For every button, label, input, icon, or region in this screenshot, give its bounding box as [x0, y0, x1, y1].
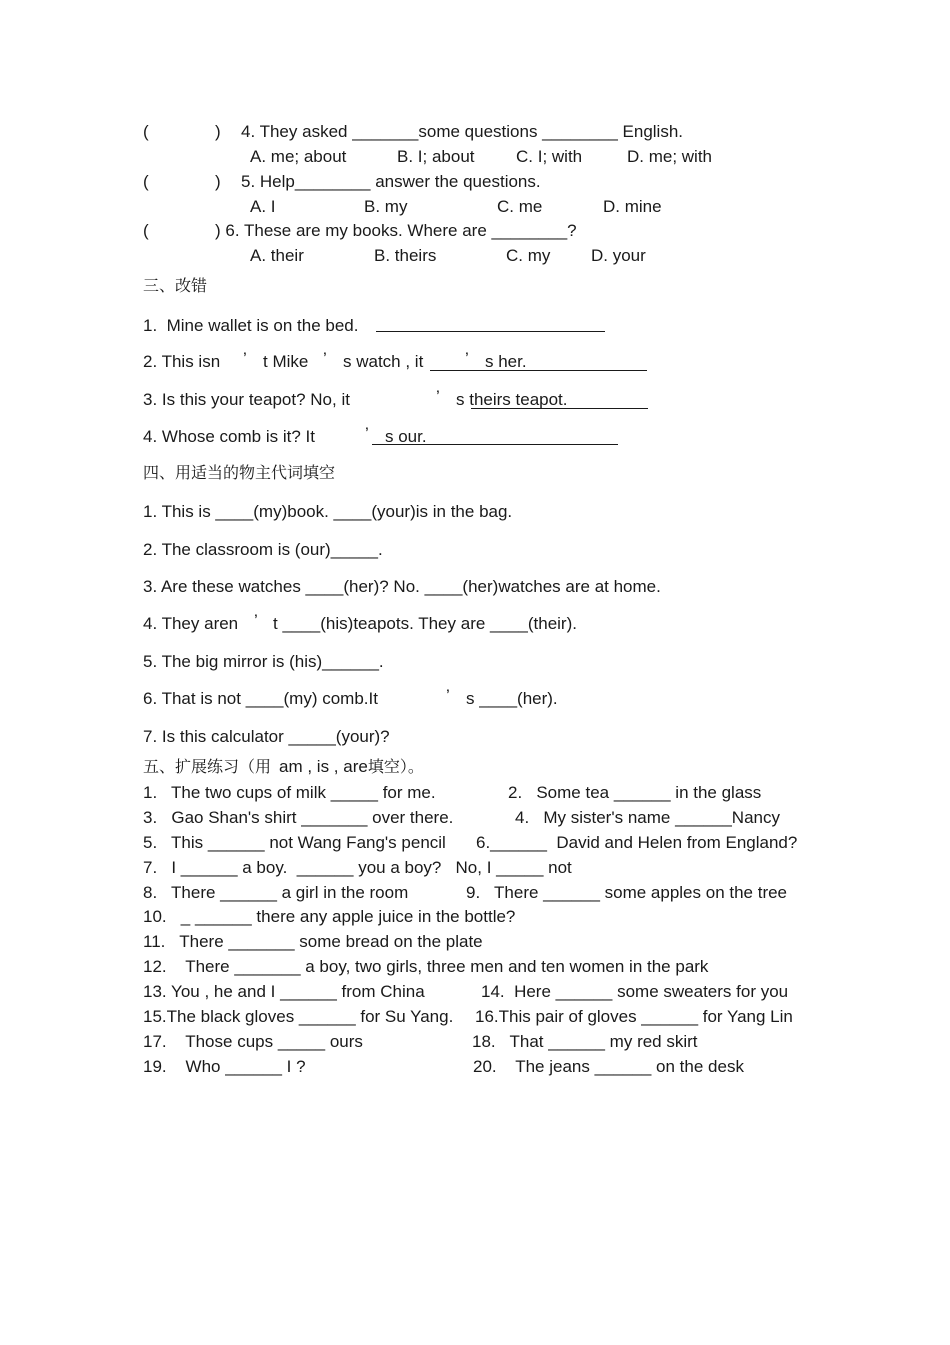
answer-line [376, 331, 605, 332]
fill-item-2: 2. Some tea ______ in the glass [508, 783, 762, 802]
fill-item-19: 19. Who ______ I ? [143, 1057, 306, 1076]
fill-item-17: 17. Those cups _____ ours [143, 1032, 363, 1051]
pronoun-item-7: 7. Is this calculator _____(your)? [143, 727, 390, 746]
item-text-part-4: s her. [485, 352, 527, 371]
apostrophe: ’ [436, 387, 440, 406]
answer-paren-close: ) [215, 172, 221, 191]
fill-item-5: 5. This ______ not Wang Fang's pencil [143, 833, 446, 852]
option-a: A. their [250, 246, 304, 265]
item-text-part-2: t Mike [263, 352, 309, 371]
option-b: B. my [364, 197, 408, 216]
answer-line [471, 408, 648, 409]
fill-item-18: 18. That ______ my red skirt [472, 1032, 698, 1051]
fill-item-8: 8. There ______ a girl in the room [143, 883, 409, 902]
option-d: D. me; with [627, 147, 713, 166]
item-text-part-2: t ____(his)teapots. They are ____(their). [273, 614, 577, 633]
fill-item-13: 13. You , he and I ______ from China [143, 982, 425, 1001]
fill-item-6: 6.______ David and Helen from England? [476, 833, 798, 852]
item-text-part-2: s theirs teapot. [456, 390, 568, 409]
apostrophe: ’ [446, 686, 450, 705]
pronoun-item-5: 5. The big mirror is (his)______. [143, 652, 384, 671]
apostrophe: ’ [254, 611, 258, 630]
apostrophe: ’ [365, 424, 369, 443]
answer-line [372, 444, 618, 445]
option-b: B. theirs [374, 246, 437, 265]
item-text-part-1: 2. This isn [143, 352, 221, 371]
apostrophe: ’ [243, 349, 247, 368]
pronoun-item-3: 3. Are these watches ____(her)? No. ____(her)watches are at home. [143, 577, 661, 596]
section-3-title: 三、改错 [143, 276, 208, 295]
item-text-part-1: 6. That is not ____(my) comb.It [143, 689, 378, 708]
item-text-part-1: 4. They aren [143, 614, 239, 633]
question-text: ) 6. These are my books. Where are ________? [215, 221, 577, 240]
option-a: A. me; about [250, 147, 347, 166]
option-d: D. your [591, 246, 646, 265]
item-text: 1. Mine wallet is on the bed. [143, 316, 359, 335]
item-text-part-1: 3. Is this your teapot? No, it [143, 390, 350, 409]
fill-item-14: 14. Here ______ some sweaters for you [481, 982, 789, 1001]
answer-paren-open: ( [143, 172, 149, 191]
item-text-part-3: s watch , it [343, 352, 424, 371]
section-4-title: 四、用适当的物主代词填空 [143, 463, 336, 482]
option-d: D. mine [603, 197, 662, 216]
fill-item-7: 7. I ______ a boy. ______ you a boy? No, I _____ not [143, 858, 572, 877]
item-text-part-1: 4. Whose comb is it? It [143, 427, 315, 446]
fill-item-12: 12. There _______ a boy, two girls, three men and ten women in the park [143, 957, 709, 976]
fill-item-20: 20. The jeans ______ on the desk [473, 1057, 744, 1076]
pronoun-item-1: 1. This is ____(my)book. ____(your)is in the bag. [143, 502, 513, 521]
question-text: 5. Help________ answer the questions. [241, 172, 541, 191]
title-cn-part-1: 五、扩展练习（用 [143, 757, 272, 776]
option-c: C. me [497, 197, 543, 216]
option-b: B. I; about [397, 147, 475, 166]
apostrophe: ’ [465, 349, 469, 368]
option-a: A. I [250, 197, 276, 216]
fill-item-3: 3. Gao Shan's shirt _______ over there. [143, 808, 454, 827]
item-text-part-2: s our. [385, 427, 427, 446]
fill-item-10: 10. _ ______ there any apple juice in the bottle? [143, 907, 516, 926]
option-c: C. my [506, 246, 551, 265]
pronoun-item-2: 2. The classroom is (our)_____. [143, 540, 383, 559]
item-text-part-2: s ____(her). [466, 689, 558, 708]
apostrophe: ’ [323, 349, 327, 368]
title-cn-part-2: 填空）。 [367, 757, 424, 776]
answer-line [430, 370, 647, 371]
answer-paren-open: ( [143, 122, 149, 141]
question-text: 4. They asked _______some questions ________ English. [241, 122, 684, 141]
fill-item-1: 1. The two cups of milk _____ for me. [143, 783, 436, 802]
section-5-title [143, 757, 424, 777]
answer-paren-open: ( [143, 221, 149, 240]
answer-paren-close: ) [215, 122, 221, 141]
fill-item-9: 9. There ______ some apples on the tree [466, 883, 788, 902]
fill-item-4: 4. My sister's name ______Nancy [515, 808, 780, 827]
option-c: C. I; with [516, 147, 583, 166]
title-en-part: am , is , are [279, 757, 368, 776]
fill-item-16: 16.This pair of gloves ______ for Yang Lin [475, 1007, 793, 1026]
fill-item-15: 15.The black gloves ______ for Su Yang. [143, 1007, 454, 1026]
fill-item-11: 11. There _______ some bread on the plate [143, 932, 483, 951]
